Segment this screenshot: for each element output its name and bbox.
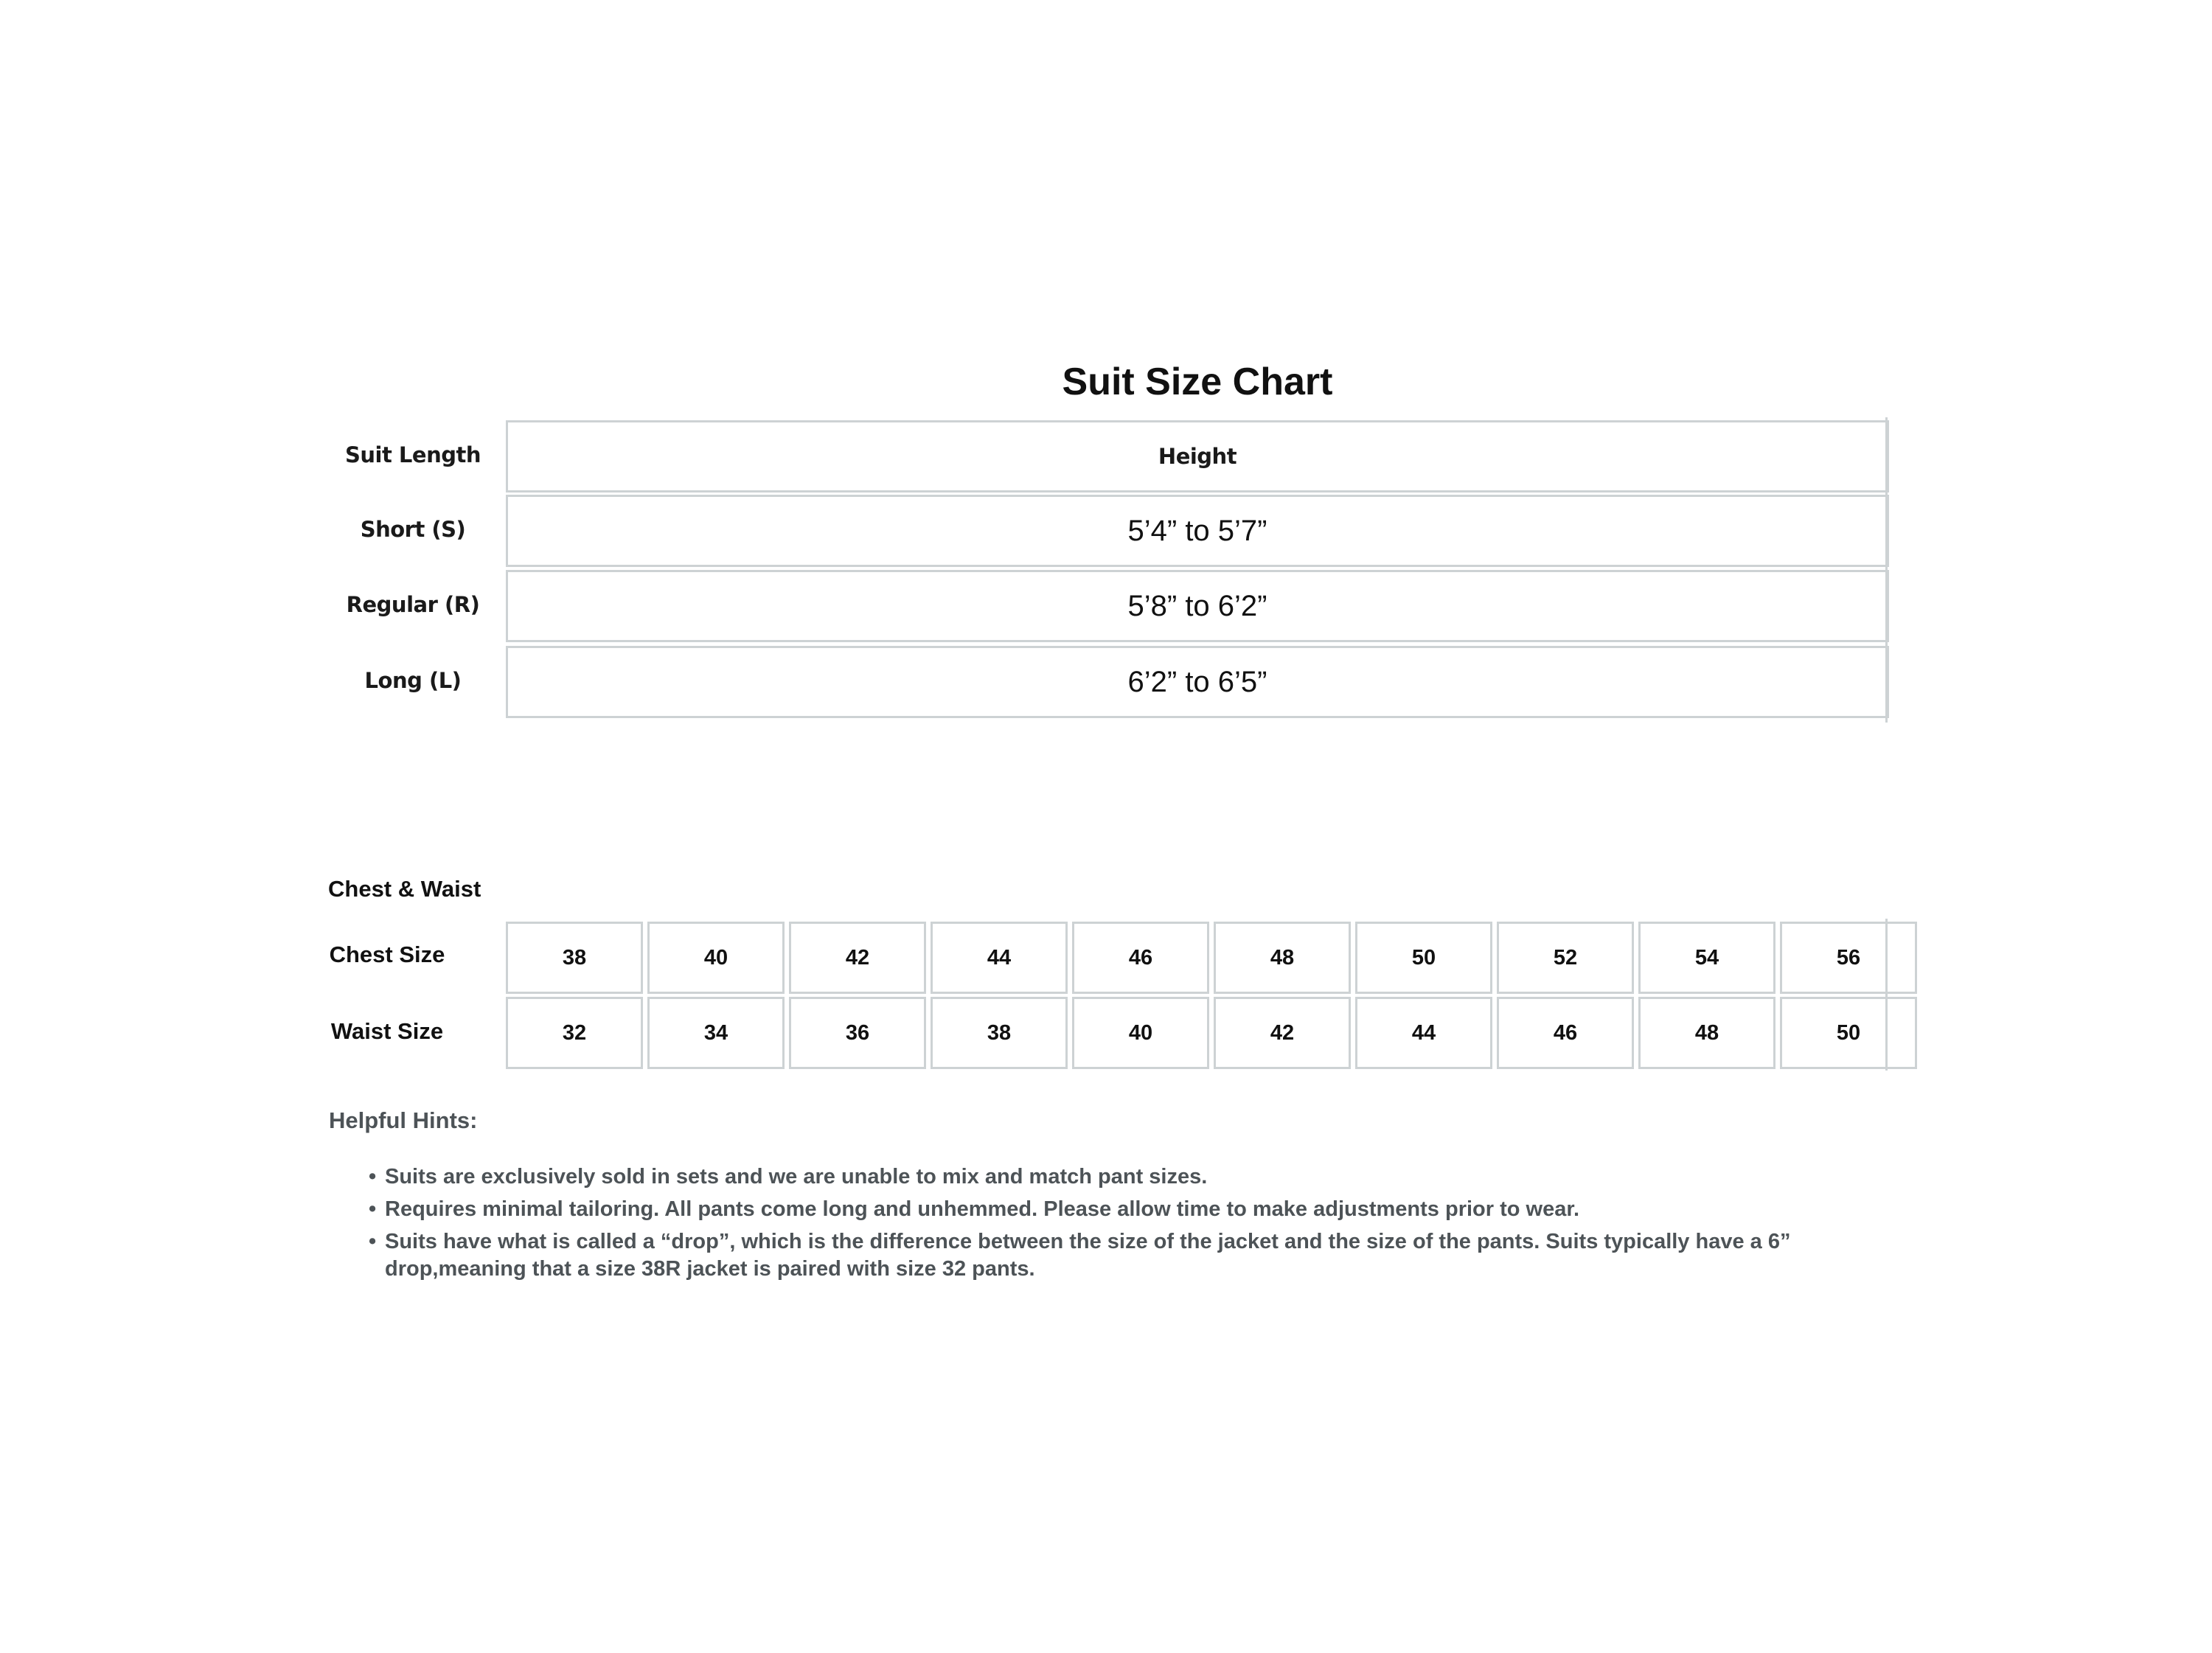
length-row-label-long: Long (L) [364,668,462,693]
bullet-icon: • [369,1197,377,1221]
hint-item [369,1163,1814,1191]
waist-size-cell: 42 [1214,997,1351,1069]
chest-size-row [506,922,1917,994]
waist-size-cell: 50 [1780,997,1917,1069]
hint-text: Suits are exclusively sold in sets and we are unable to mix and match pant sizes. [385,1165,1208,1189]
helpful-hints-title: Helpful Hints: [329,1107,478,1133]
waist-size-row [506,997,1917,1069]
chest-size-cell: 52 [1497,922,1634,994]
table-right-rule [1885,417,1888,723]
waist-size-cell: 44 [1355,997,1492,1069]
chest-size-cell: 50 [1355,922,1492,994]
height-value-long: 6’2” to 6’5” [1127,665,1267,698]
height-cell-long [506,646,1889,718]
waist-size-cell: 48 [1638,997,1775,1069]
height-header-label: Height [1158,444,1237,469]
length-row-label-regular: Regular (R) [346,592,480,617]
chest-size-cell: 56 [1780,922,1917,994]
chest-size-cell: 42 [789,922,926,994]
height-header-cell [506,420,1889,493]
size-table-right-rule [1885,919,1888,1071]
waist-size-cell: 46 [1497,997,1634,1069]
length-row-label-short: Short (S) [360,517,466,542]
bullet-icon: • [369,1230,377,1253]
waist-size-cell: 38 [931,997,1068,1069]
chest-size-cell: 44 [931,922,1068,994]
suit-length-header-label: Suit Length [345,442,481,467]
hint-item [369,1196,1814,1223]
height-cell-short [506,495,1889,567]
chest-size-cell: 38 [506,922,643,994]
height-cell-regular [506,570,1889,642]
waist-size-cell: 40 [1072,997,1209,1069]
waist-size-cell: 34 [647,997,785,1069]
bullet-icon: • [369,1165,377,1189]
hint-text: Suits have what is called a “drop”, which is the difference between the size of the jacket and the size of the pants. Suits typically have a 6” drop,meaning that a size 38R jacket is paired with size 32 pants. [385,1230,1791,1281]
hint-text: Requires minimal tailoring. All pants come long and unhemmed. Please allow time to make adjustments prior to wear. [385,1197,1580,1221]
chest-size-label: Chest Size [329,942,445,967]
chest-size-cell: 40 [647,922,785,994]
chest-size-cell: 46 [1072,922,1209,994]
helpful-hints-list [369,1163,1814,1288]
chest-size-cell: 48 [1214,922,1351,994]
page-title: Suit Size Chart [1062,361,1333,403]
waist-size-cell: 36 [789,997,926,1069]
chest-waist-section-label: Chest & Waist [328,876,481,902]
height-value-short: 5’4” to 5’7” [1127,514,1267,547]
chest-size-cell: 54 [1638,922,1775,994]
height-value-regular: 5’8” to 6’2” [1127,589,1267,622]
hint-item [369,1228,1814,1283]
waist-size-label: Waist Size [330,1018,444,1044]
waist-size-cell: 32 [506,997,643,1069]
